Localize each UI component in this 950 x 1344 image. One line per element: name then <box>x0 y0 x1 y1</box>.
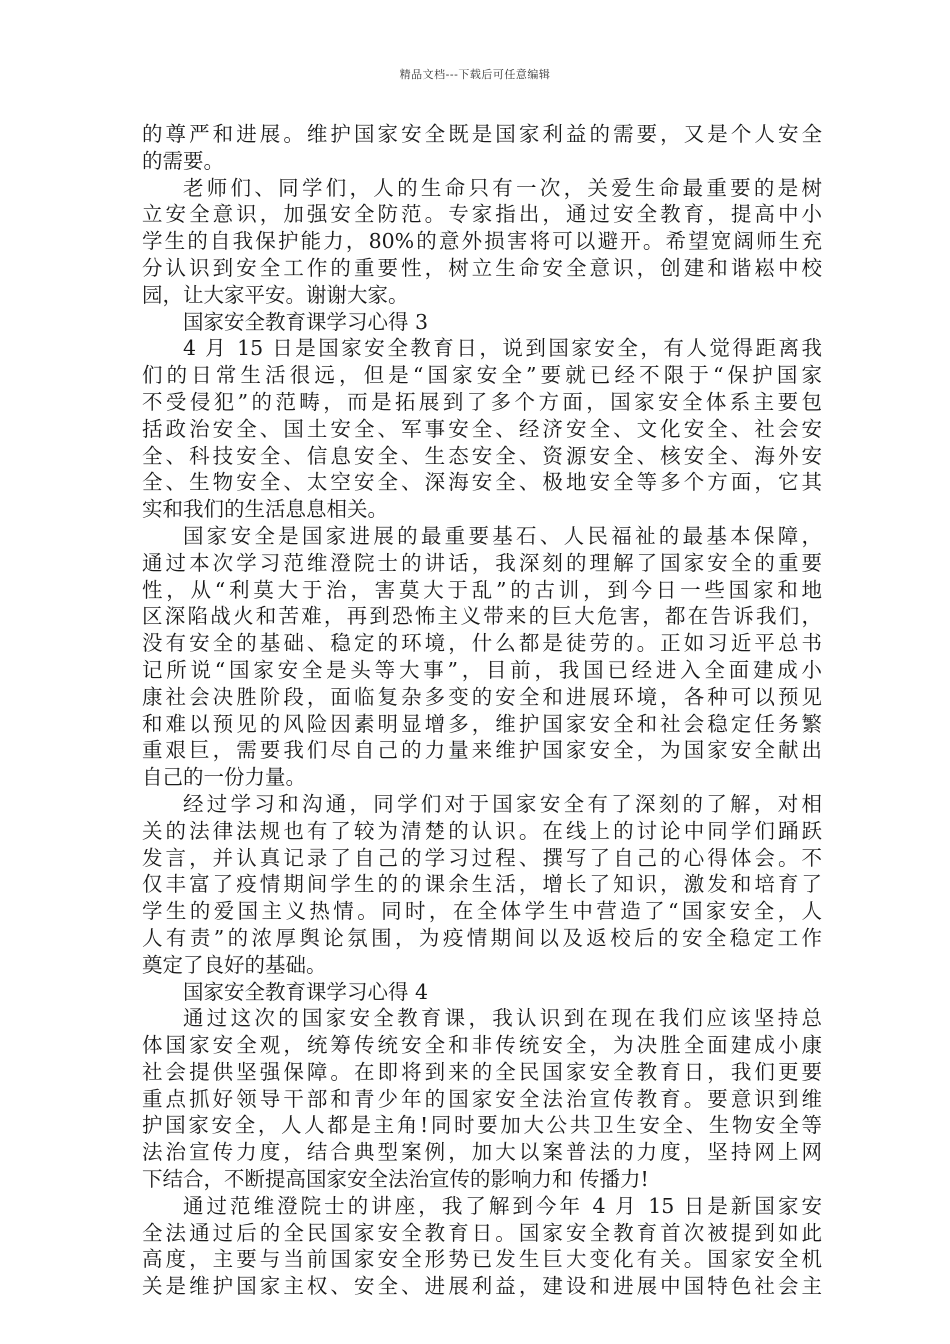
text-line: 仅丰富了疫情期间学生的的课余生活，增长了知识，激发和培育了 <box>142 872 822 897</box>
text-line: 关是维护国家主权、安全、进展利益，建设和进展中国特色社会主 <box>142 1274 822 1299</box>
text-line: 社会提供坚强保障。在即将到来的全民国家安全教育日，我们更要 <box>142 1059 822 1084</box>
text-line: 和难以预见的风险因素明显增多，维护国家安全和社会稳定任务繁 <box>142 711 822 736</box>
text-line: 法治宣传力度，结合典型案例，加大以案普法的力度，坚持网上网 <box>142 1140 822 1165</box>
text-line: 学生的自我保护能力，80%的意外损害将可以避开。希望宽阔师生充 <box>142 229 822 254</box>
text-line: 通过这次的国家安全教育课，我认识到在现在我们应该坚持总 <box>183 1006 822 1031</box>
text-line: 国家安全教育课学习心得 4 <box>183 979 429 1004</box>
text-line: 实和我们的生活息息相关。 <box>142 497 388 522</box>
text-line: 经过学习和沟通，同学们对于国家安全有了深刻的了解，对相 <box>183 791 822 816</box>
text-line: 记所说“国家安全是头等大事”，目前，我国已经进入全面建成小 <box>142 657 822 682</box>
text-line: 下结合，不断提高国家安全法治宣传的影响力和 传播力! <box>142 1167 649 1192</box>
text-line: 们的日常生活很远，但是“国家安全”要就已经不限于“保护国家 <box>142 363 822 388</box>
text-line: 4 月 15 日是国家安全教育日，说到国家安全，有人觉得距离我 <box>183 336 822 361</box>
text-line: 体国家安全观，统筹传统安全和非传统安全，为决胜全面建成小康 <box>142 1033 822 1058</box>
text-line: 老师们、同学们，人的生命只有一次，关爱生命最重要的是树 <box>183 175 822 200</box>
text-line: 发言，并认真记录了自己的学习过程、撰写了自己的心得体会。不 <box>142 845 822 870</box>
text-line: 括政治安全、国土安全、军事安全、经济安全、文化安全、社会安 <box>142 416 822 441</box>
text-line: 全法通过后的全民国家安全教育日。国家安全教育首次被提到如此 <box>142 1220 822 1245</box>
text-line: 人有责”的浓厚舆论氛围，为疫情期间以及返校后的安全稳定工作 <box>142 925 822 950</box>
text-line: 立安全意识，加强安全防范。专家指出，通过安全教育，提高中小 <box>142 202 822 227</box>
text-line: 国家安全是国家进展的最重要基石、人民福祉的最基本保障， <box>183 523 822 548</box>
page-header: 精品文档---下载后可任意编辑 <box>399 68 551 81</box>
text-line: 重艰巨，需要我们尽自己的力量来维护国家安全，为国家安全献出 <box>142 738 822 763</box>
text-line: 学生的爱国主义热情。同时，在全体学生中营造了“国家安全，人 <box>142 899 822 924</box>
text-line: 通过范维澄院士的讲座，我了解到今年 4 月 15 日是新国家安 <box>183 1193 822 1218</box>
text-line: 国家安全教育课学习心得 3 <box>183 309 429 334</box>
text-line: 重点抓好领导干部和青少年的国家安全法治宣传教育。要意识到维 <box>142 1086 822 1111</box>
text-line: 奠定了良好的基础。 <box>142 952 327 977</box>
text-line: 护国家安全，人人都是主角!同时要加大公共卫生安全、生物安全等 <box>142 1113 822 1138</box>
text-line: 自己的一份力量。 <box>142 765 306 790</box>
text-line: 没有安全的基础、稳定的环境，什么都是徒劳的。正如习近平总书 <box>142 631 822 656</box>
text-line: 高度，主要与当前国家安全形势已发生巨大变化有关。国家安全机 <box>142 1247 822 1272</box>
text-line: 的需要。 <box>142 148 224 173</box>
text-line: 全、生物安全、太空安全、深海安全、极地安全等多个方面，它其 <box>142 470 822 495</box>
text-line: 的尊严和进展。维护国家安全既是国家利益的需要，又是个人安全 <box>142 122 822 146</box>
text-line: 不受侵犯”的范畴，而是拓展到了多个方面，国家安全体系主要包 <box>142 389 822 414</box>
text-line: 性，从“利莫大于治，害莫大于乱”的古训，到今日一些国家和地 <box>142 577 822 602</box>
text-line: 全、科技安全、信息安全、生态安全、资源安全、核安全、海外安 <box>142 443 822 468</box>
document-body <box>142 121 822 1300</box>
text-line: 分认识到安全工作的重要性，树立生命安全意识，创建和谐崧中校 <box>142 255 822 280</box>
text-line: 区深陷战火和苦难，再到恐怖主义带来的巨大危害，都在告诉我们， <box>142 604 822 629</box>
text-line: 关的法律法规也有了较为清楚的认识。在线上的讨论中同学们踊跃 <box>142 818 822 843</box>
text-line: 园，让大家平安。谢谢大家。 <box>142 282 409 307</box>
text-line: 康社会决胜阶段，面临复杂多变的安全和进展环境，各种可以预见 <box>142 684 822 709</box>
text-line: 通过本次学习范维澄院士的讲话，我深刻的理解了国家安全的重要 <box>142 550 822 575</box>
